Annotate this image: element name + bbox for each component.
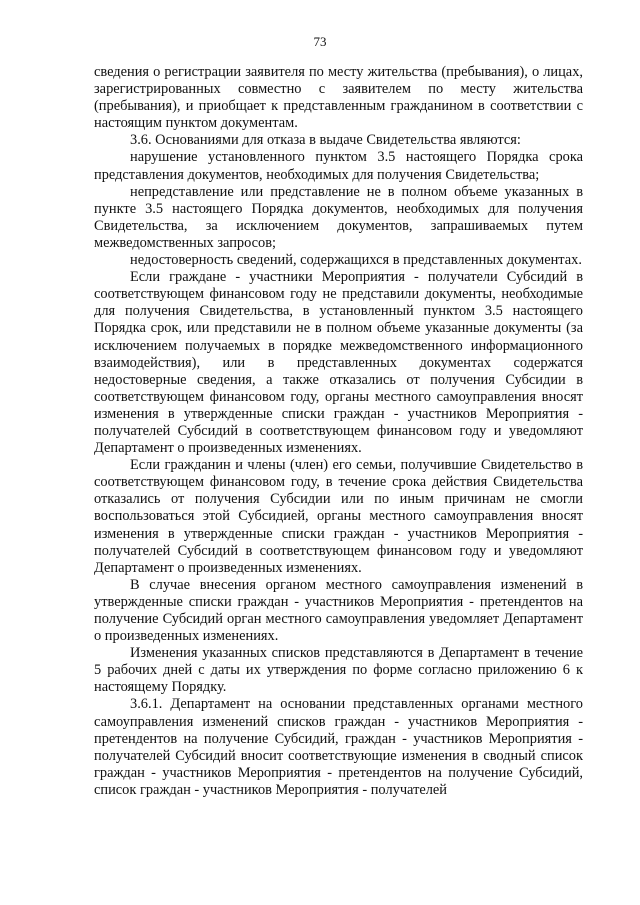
page-number: 73 <box>313 34 327 49</box>
paragraph-changes-deadline: Изменения указанных списков представляются в Департамент в течение 5 рабочих дней с даты их утверждения по форме согласно приложению 6 к настоящему Порядку. <box>94 645 583 696</box>
paragraph-3-6-heading: 3.6. Основаниями для отказа в выдаче Свидетельства являются: <box>130 132 521 149</box>
paragraph-registration-info: сведения о регистрации заявителя по месту жительства (пребывания), о лицах, зарегистрированных совместно с заявителем по месту жительства (пребывания), и приобщает к представленным гражданином в соответствии с настоящим пунктом документам. <box>94 64 583 132</box>
paragraph-3-6-1: 3.6.1. Департамент на основании представленных органами местного самоуправления изменений списков граждан - участников Мероприятия - претендентов на получение Субсидий, граждан - участников Мероприятия - получателей Субсидий вносит соответствующие изменения в сводный список граждан - участников Мероприятия - претендентов на получение Субсидий, список граждан - участников Мероприятия - получателей <box>94 696 583 798</box>
paragraph-refusal-reason-incomplete: непредставление или представление не в полном объеме указанных в пункте 3.5 настоящего Порядка документов, необходимых для получения Свидетельства, за исключением документов, запрашиваемых путем межведомственных запросов; <box>94 183 583 251</box>
document-body <box>94 64 583 799</box>
paragraph-refusal-reason-inaccurate: недостоверность сведений, содержащихся в представленных документах. <box>130 252 582 269</box>
paragraph-list-changes-certificate: Если гражданин и члены (член) его семьи, получившие Свидетельство в соответствующем финансовом году, в течение срока действия Свидетельства отказались от получения Субсидии или по иным причинам не смогли воспользоваться этой Субсидией, органы местного самоуправления вносят изменения в утвержденные списки граждан - участников Мероприятия - получателей Субсидий в соответствующем финансовом году и уведомляют Департамент о произведенных изменениях. <box>94 457 583 576</box>
paragraph-list-changes-applicants: В случае внесения органом местного самоуправления изменений в утвержденные списки граждан - участников Мероприятия - претендентов на получение Субсидий орган местного самоуправления уведомляет Департамент о произведенных изменениях. <box>94 576 583 645</box>
paragraph-refusal-reason-deadline: нарушение установленного пунктом 3.5 настоящего Порядка срока представления документов, необходимых для получения Свидетельства; <box>94 149 583 183</box>
paragraph-list-changes-recipients: Если граждане - участники Мероприятия - получатели Субсидий в соответствующем финансовом году не представили документы, необходимые для получения Свидетельства, в установленный пунктом 3.5 настоящего Порядка срок, или представили не в полном объеме указанные документы (за исключением получаемых в порядке межведомственного информационного взаимодействия), или в представленных документах содержатся недостоверные сведения, а также отказались от получения Субсидии в соответствующем финансовом году, органы местного самоуправления вносят изменения в утвержденные списки граждан - участников Мероприятия - получателей Субсидий в соответствующем финансовом году и уведомляют Департамент о произведенных изменениях. <box>94 269 583 457</box>
